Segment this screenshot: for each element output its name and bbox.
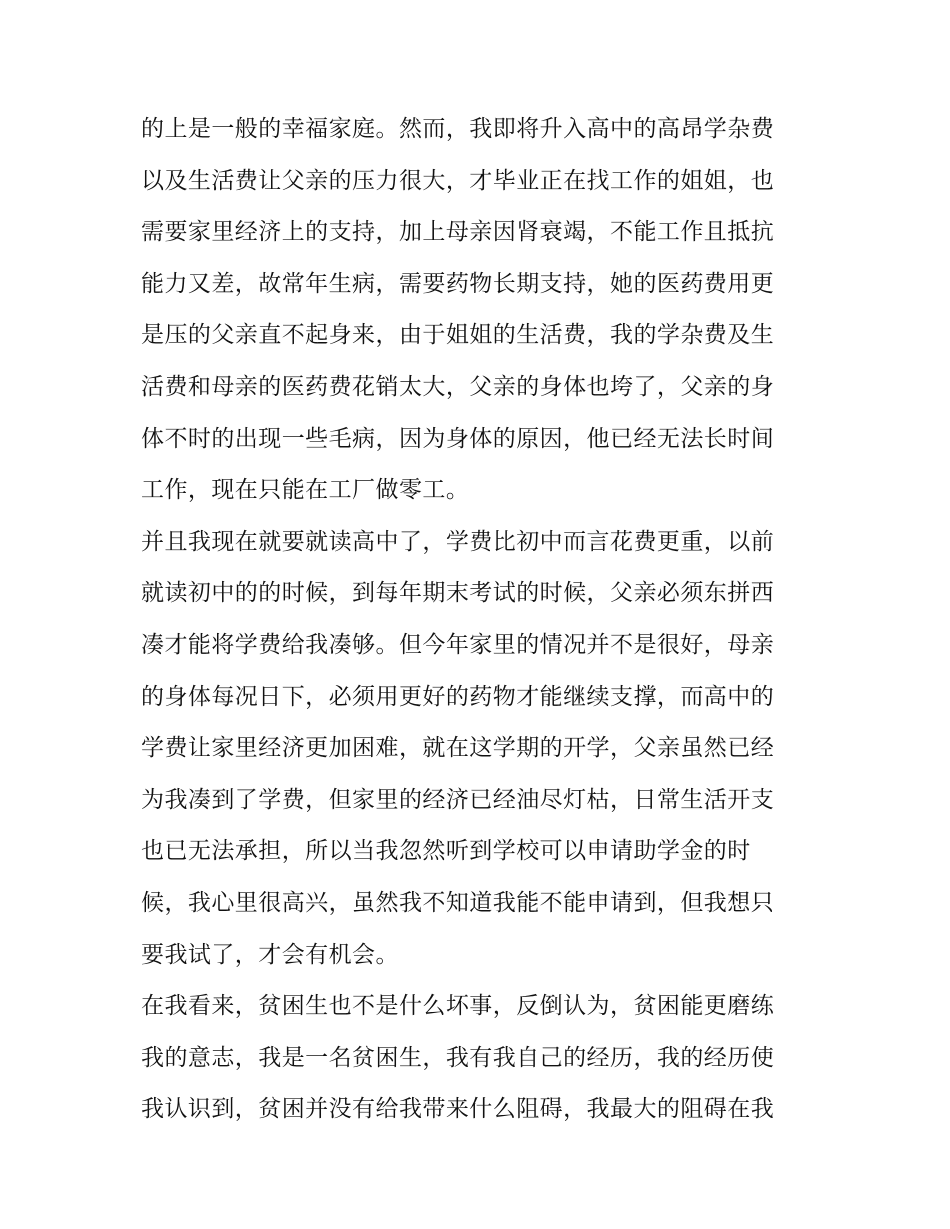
- text-line: 是压的父亲直不起身来，由于姐姐的生活费，我的学杂费及生: [141, 322, 775, 349]
- text-line: 在我看来，贫困生也不是什么坏事，反倒认为，贫困能更磨练: [141, 993, 775, 1020]
- text-line: 以及生活费让父亲的压力很大，才毕业正在找工作的姐姐，也: [141, 167, 775, 194]
- text-line: 要我试了，才会有机会。: [141, 941, 399, 968]
- text-line: 就读初中的的时候，到每年期末考试的时候，父亲必须东拼西: [141, 580, 775, 607]
- text-line: 的上是一般的幸福家庭。然而，我即将升入高中的高昂学杂费: [141, 116, 775, 142]
- text-line: 我的意志，我是一名贫困生，我有我自己的经历，我的经历使: [141, 1044, 775, 1071]
- document-body: [141, 104, 821, 1136]
- text-line: 我认识到，贫困并没有给我带来什么阻碍，我最大的阻碍在我: [141, 1096, 775, 1123]
- text-line: 为我凑到了学费，但家里的经济已经油尽灯枯，日常生活开支: [141, 786, 775, 813]
- text-line: 并且我现在就要就读高中了，学费比初中而言花费更重，以前: [141, 528, 775, 555]
- text-line: 工作，现在只能在工厂做零工。: [141, 477, 470, 504]
- text-line: 活费和母亲的医药费花销太大，父亲的身体也垮了，父亲的身: [141, 373, 775, 400]
- text-line: 学费让家里经济更加困难，就在这学期的开学，父亲虽然已经: [141, 735, 775, 762]
- text-line: 也已无法承担，所以当我忽然听到学校可以申请助学金的时: [141, 838, 751, 865]
- text-line: 体不时的出现一些毛病，因为身体的原因，他已经无法长时间: [141, 425, 775, 452]
- text-line: 需要家里经济上的支持，加上母亲因肾衰竭，不能工作且抵抗: [141, 219, 775, 246]
- text-line: 候，我心里很高兴，虽然我不知道我能不能申请到，但我想只: [141, 889, 775, 916]
- text-line: 的身体每况日下，必须用更好的药物才能继续支撑，而高中的: [141, 683, 775, 710]
- text-line: 能力又差，故常年生病，需要药物长期支持，她的医药费用更: [141, 270, 775, 297]
- text-line: 凑才能将学费给我凑够。但今年家里的情况并不是很好，母亲: [141, 631, 775, 658]
